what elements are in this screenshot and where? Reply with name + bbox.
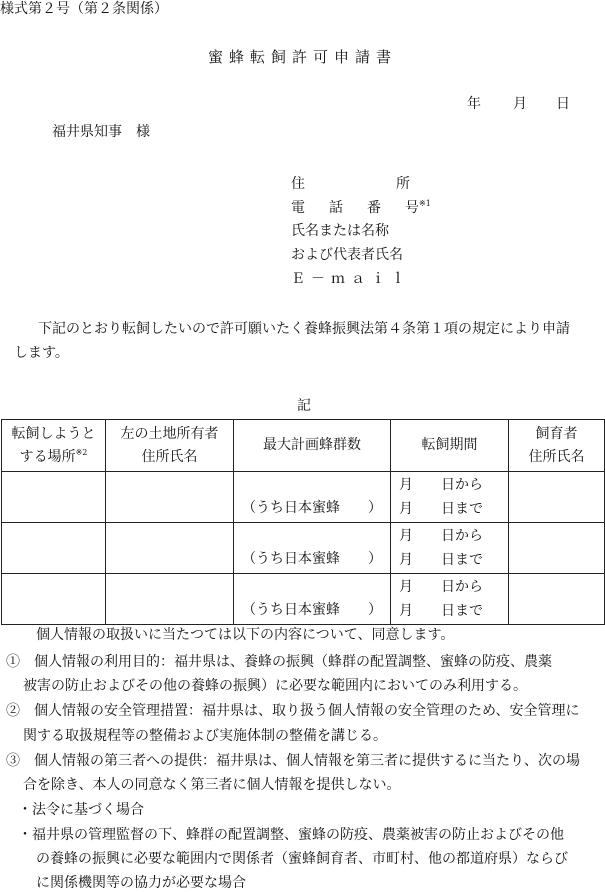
page-title: 蜜蜂転飼許可申請書 <box>207 48 397 66</box>
consent-item-2-line-2: 関する取扱規程等の整備および実施体制の整備を講じる。 <box>23 728 387 744</box>
table-row <box>2 574 605 625</box>
table-row <box>2 472 605 523</box>
period-cell[interactable]: 月 日から 月 日まで <box>391 574 509 625</box>
keeper-cell[interactable] <box>509 472 605 523</box>
owner-cell[interactable] <box>106 472 234 523</box>
consent-bullet-2-line-1: ・福井県の管理監督の下、蜂群の配置調整、蜜蜂の防疫、農薬被害の防止およびその他 <box>18 827 564 843</box>
header-colonies: 最大計画蜂群数 <box>234 420 391 472</box>
name-label-1: 氏名または名称 <box>291 223 389 239</box>
owner-cell[interactable] <box>106 523 234 574</box>
applicant-name-row <box>291 224 389 242</box>
place-cell[interactable] <box>2 523 106 574</box>
header-period: 転飼期間 <box>391 420 509 472</box>
header-place: 転飼しようと する場所$^{※2}$ <box>2 420 106 472</box>
date-year-label: 年 <box>467 96 481 112</box>
applicant-rep-row <box>291 248 403 266</box>
addressee: 福井県知事 様 <box>52 124 150 140</box>
consent-item-1-line-2: 被害の防止およびその他の養蜂の振興）に必要な範囲内においてのみ利用する。 <box>23 678 527 694</box>
japanese-bee-label: （うち日本蜜蜂 ） <box>242 551 382 567</box>
ki-heading: 記 <box>297 398 311 414</box>
consent-item-1-line-1: ① 個人情報の利用目的：福井県は、養蜂の振興（蜂群の配置調整、蜜蜂の防疫、農薬 <box>6 654 552 670</box>
applicant-phone-row <box>291 200 431 218</box>
keeper-cell[interactable] <box>509 523 605 574</box>
colonies-cell[interactable] <box>234 574 391 625</box>
japanese-bee-label: （うち日本蜜蜂 ） <box>242 602 382 618</box>
date-day-label: 日 <box>556 96 570 112</box>
name-label-2: および代表者氏名 <box>291 247 403 263</box>
consent-item-3-line-1: ③ 個人情報の第三者への提供：福井県は、個人情報を第三者に提供するに当たり、次の場 <box>6 753 580 769</box>
table-header-row <box>2 420 605 472</box>
applicant-address-row <box>291 177 410 195</box>
phone-label: 電話番号 <box>291 200 419 216</box>
date-line <box>0 97 605 113</box>
body-line-2: します。 <box>14 345 69 361</box>
colonies-cell[interactable] <box>234 523 391 574</box>
place-cell[interactable] <box>2 574 106 625</box>
address-label: 住所 <box>291 176 410 192</box>
body-line-1: 下記のとおり転飼したいので許可願いたく養蜂振興法第４条第１項の規定により申請 <box>38 321 570 337</box>
form-number: 様式第２号（第２条関係） <box>0 1 168 17</box>
period-cell[interactable]: 月 日から 月 日まで <box>391 472 509 523</box>
keeper-cell[interactable] <box>509 574 605 625</box>
place-cell[interactable] <box>2 472 106 523</box>
header-keeper: 飼育者 住所氏名 <box>509 420 605 472</box>
consent-item-3-line-2: 合を除き、本人の同意なく第三者に個人情報を提供しない。 <box>23 777 401 793</box>
transfer-table <box>1 419 605 625</box>
colonies-cell[interactable] <box>234 472 391 523</box>
consent-bullet-2-line-2: の養蜂の振興に必要な範囲内で関係者（蜜蜂飼育者、市町村、他の都道府県）ならび <box>36 851 568 867</box>
consent-intro: 個人情報の取扱いに当たつては以下の内容について、同意します。 <box>36 627 455 643</box>
period-cell[interactable]: 月 日から 月 日まで <box>391 523 509 574</box>
date-month-label: 月 <box>513 96 527 112</box>
owner-cell[interactable] <box>106 574 234 625</box>
japanese-bee-label: （うち日本蜜蜂 ） <box>242 500 382 516</box>
consent-item-2-line-1: ② 個人情報の安全管理措置：福井県は、取り扱う個人情報の安全管理のため、安全管理に <box>6 703 580 719</box>
header-owner: 左の土地所有者 住所氏名 <box>106 420 234 472</box>
phone-note: ※1 <box>419 199 431 208</box>
consent-bullet-1: ・法令に基づく場合 <box>18 802 144 818</box>
email-label: Ｅ－ｍａｉｌ <box>291 271 405 287</box>
table-row <box>2 523 605 574</box>
consent-bullet-2-line-3: に関係機関等の協力が必要な場合 <box>36 875 246 891</box>
applicant-email-row <box>291 272 405 290</box>
